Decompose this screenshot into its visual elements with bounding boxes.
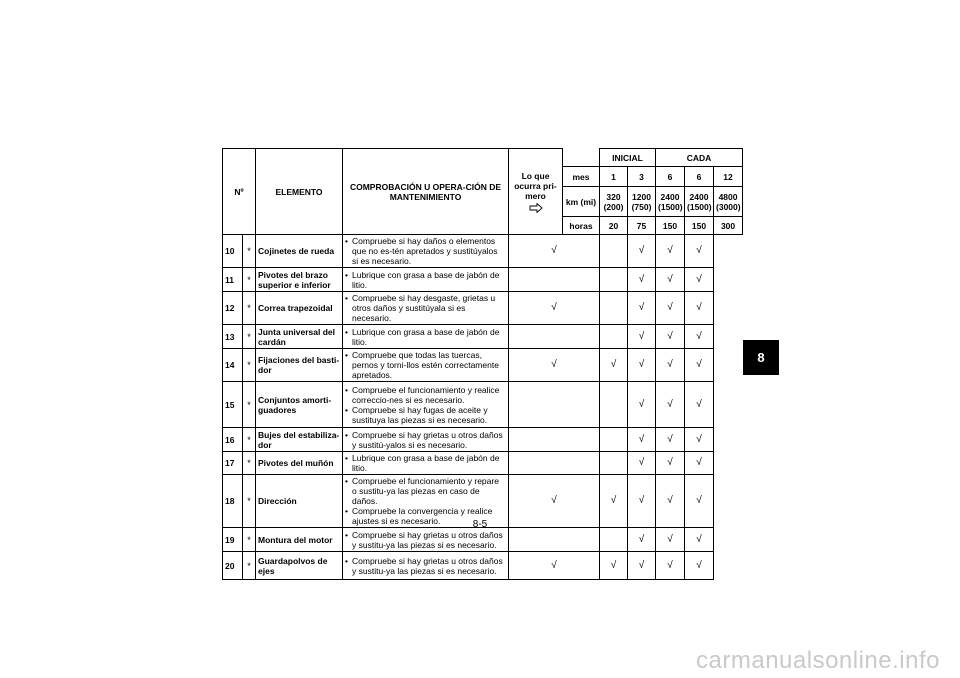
check-mark-icon: √ [667, 559, 673, 571]
asterisk-mark: * [243, 528, 256, 552]
header-month-value: 1 [600, 167, 628, 187]
table-row [223, 268, 743, 292]
interval-cell [685, 552, 714, 580]
interval-cell [509, 235, 600, 268]
bullet-icon: • [345, 476, 348, 486]
row-number: 13 [223, 325, 243, 349]
row-number: 20 [223, 552, 243, 580]
interval-cell [656, 349, 685, 382]
interval-cell [685, 349, 714, 382]
check-mark-icon: √ [638, 533, 645, 545]
asterisk-mark: * [243, 552, 256, 580]
header-km-value: 2400 (1500) [685, 187, 714, 217]
row-number: 12 [223, 292, 243, 325]
interval-cell [600, 325, 628, 349]
row-element: Correa trapezoidal [256, 292, 343, 325]
check-mark-icon: √ [638, 273, 645, 285]
interval-cell [509, 292, 600, 325]
header-month-label: mes [563, 167, 600, 187]
row-element: Bujes del estabiliza-dor [256, 428, 343, 452]
arrow-right-icon [529, 203, 543, 213]
procedure-text: Compruebe si hay grietas u otros daños y sustitú-yalos si es necesario. [352, 429, 503, 450]
check-mark-icon: √ [551, 245, 557, 256]
row-procedure [343, 325, 509, 349]
procedure-item [345, 476, 506, 506]
interval-cell [509, 349, 600, 382]
interval-cell [600, 349, 628, 382]
row-procedure [343, 452, 509, 475]
row-number: 16 [223, 428, 243, 452]
interval-cell [509, 268, 600, 292]
bullet-icon: • [345, 269, 348, 280]
check-mark-icon: √ [696, 495, 702, 506]
asterisk-mark: * [243, 428, 256, 452]
check-mark-icon: √ [667, 273, 673, 285]
procedure-item [345, 327, 506, 347]
row-element: Pivotes del muñón [256, 452, 343, 475]
asterisk-mark: * [243, 475, 256, 528]
row-procedure [343, 428, 509, 452]
interval-cell [509, 452, 600, 475]
interval-cell [656, 235, 685, 268]
check-mark-icon: √ [638, 398, 645, 410]
interval-cell [628, 268, 656, 292]
check-mark-icon: √ [696, 330, 702, 342]
row-procedure [343, 528, 509, 552]
procedure-text: Compruebe que todas las tuercas, pernos y torni-llos estén correctamente apretados. [352, 350, 499, 380]
row-procedure [343, 349, 509, 382]
interval-cell [656, 268, 685, 292]
procedure-text: Compruebe si hay daños o elementos que no es-tén apretados y sustitúyalos si es necesario. [352, 236, 498, 266]
row-element: Guardapolvos de ejes [256, 552, 343, 580]
asterisk-mark: * [243, 292, 256, 325]
asterisk-mark: * [243, 452, 256, 475]
procedure-text: Compruebe si hay fugas de aceite y sustituya las piezas si es necesario. [352, 404, 488, 425]
interval-cell [600, 268, 628, 292]
interval-cell [656, 382, 685, 428]
table-row [223, 349, 743, 382]
procedure-item [345, 430, 506, 450]
bullet-icon: • [345, 555, 348, 566]
interval-cell [509, 528, 600, 552]
check-mark-icon: √ [696, 433, 702, 445]
row-number: 11 [223, 268, 243, 292]
row-element: Cojinetes de rueda [256, 235, 343, 268]
check-mark-icon: √ [551, 559, 557, 571]
check-mark-icon: √ [667, 302, 673, 313]
check-mark-icon: √ [551, 495, 557, 506]
interval-cell [628, 428, 656, 452]
check-mark-icon: √ [696, 273, 702, 285]
row-procedure [343, 235, 509, 268]
check-mark-icon: √ [696, 559, 702, 571]
interval-cell [685, 268, 714, 292]
procedure-item [345, 530, 506, 550]
table-row [223, 325, 743, 349]
bullet-icon: • [345, 429, 348, 440]
procedure-item [345, 556, 506, 576]
interval-cell [600, 235, 628, 268]
procedure-item [345, 453, 506, 473]
row-element: Pivotes del brazo superior e inferior [256, 268, 343, 292]
check-mark-icon: √ [667, 457, 673, 468]
header-km-label: km (mi) [563, 187, 600, 217]
bullet-icon: • [345, 326, 348, 337]
check-mark-icon: √ [667, 495, 673, 506]
procedure-text: Lubrique con grasa a base de jabón de litio. [352, 326, 500, 347]
interval-cell [600, 452, 628, 475]
interval-cell [628, 382, 656, 428]
procedure-text: Compruebe si hay desgaste, grietas u otros daños y sustitúyala si es necesario. [352, 293, 496, 323]
check-mark-icon: √ [667, 398, 673, 410]
interval-cell [656, 528, 685, 552]
interval-cell [628, 349, 656, 382]
header-month-value: 6 [685, 167, 714, 187]
interval-cell [685, 452, 714, 475]
header-hours-label: horas [563, 217, 600, 235]
bullet-icon: • [345, 293, 348, 303]
header-initial: INICIAL [600, 149, 656, 167]
row-number: 17 [223, 452, 243, 475]
interval-cell [685, 428, 714, 452]
header-month-value: 3 [628, 167, 656, 187]
maintenance-table [222, 148, 743, 580]
header-hours-value: 150 [685, 217, 714, 235]
header-month-value: 6 [656, 167, 685, 187]
row-number: 18 [223, 475, 243, 528]
header-month-value: 12 [714, 167, 743, 187]
bullet-icon: • [345, 350, 348, 360]
procedure-text: Compruebe si hay grietas u otros daños y sustitu-ya las piezas si es necesario. [352, 555, 503, 576]
interval-cell [600, 428, 628, 452]
interval-cell [685, 528, 714, 552]
check-mark-icon: √ [610, 559, 617, 571]
procedure-text: Compruebe si hay grietas u otros daños y sustitu-ya las piezas si es necesario. [352, 529, 503, 550]
interval-cell [685, 325, 714, 349]
header-element: ELEMENTO [256, 149, 343, 235]
header-blank [563, 149, 600, 167]
bullet-icon: • [345, 453, 348, 463]
interval-cell [509, 552, 600, 580]
interval-cell [600, 382, 628, 428]
check-mark-icon: √ [638, 330, 645, 342]
interval-cell [509, 382, 600, 428]
table-row [223, 552, 743, 580]
table-row [223, 452, 743, 475]
check-mark-icon: √ [696, 302, 702, 313]
page-number: 8-5 [472, 519, 488, 530]
interval-cell [685, 235, 714, 268]
check-mark-icon: √ [667, 433, 673, 445]
interval-cell [600, 552, 628, 580]
procedure-text: Compruebe la convergencia y realice ajustes si es necesario. [352, 506, 493, 526]
check-mark-icon: √ [610, 495, 617, 506]
interval-cell [685, 292, 714, 325]
interval-cell [656, 292, 685, 325]
procedure-text: Lubrique con grasa a base de jabón de litio. [352, 269, 500, 290]
check-mark-icon: √ [551, 302, 557, 313]
header-every: CADA [656, 149, 743, 167]
procedure-text: Compruebe el funcionamiento y repare o sustitu-ya las piezas en caso de daños. [352, 476, 499, 506]
check-mark-icon: √ [638, 359, 645, 370]
check-mark-icon: √ [696, 533, 702, 545]
header-no: Nº [223, 149, 256, 235]
row-procedure [343, 292, 509, 325]
check-mark-icon: √ [638, 245, 645, 256]
check-mark-icon: √ [696, 245, 702, 256]
interval-cell [656, 552, 685, 580]
table-row [223, 235, 743, 268]
interval-cell [509, 428, 600, 452]
row-element: Fijaciones del basti-dor [256, 349, 343, 382]
watermark: carmanualsonline.info [696, 647, 940, 674]
interval-cell [656, 325, 685, 349]
asterisk-mark: * [243, 382, 256, 428]
table-row [223, 428, 743, 452]
row-element: Conjuntos amorti-guadores [256, 382, 343, 428]
header-check: COMPROBACIÓN U OPERA-CIÓN DE MANTENIMIENTO [343, 149, 509, 235]
header-km-value: 2400 (1500) [656, 187, 685, 217]
interval-cell [685, 382, 714, 428]
check-mark-icon: √ [696, 398, 702, 410]
interval-cell [628, 325, 656, 349]
procedure-item [345, 236, 506, 266]
interval-cell [600, 528, 628, 552]
header-km-value: 4800 (3000) [714, 187, 743, 217]
asterisk-mark: * [243, 349, 256, 382]
row-number: 15 [223, 382, 243, 428]
header-hours-value: 75 [628, 217, 656, 235]
row-number: 10 [223, 235, 243, 268]
bullet-icon: • [345, 404, 348, 415]
row-element: Junta universal del cardán [256, 325, 343, 349]
row-procedure [343, 382, 509, 428]
check-mark-icon: √ [667, 330, 673, 342]
table-row [223, 292, 743, 325]
interval-cell [628, 292, 656, 325]
procedure-item [345, 293, 506, 323]
header-hours-value: 20 [600, 217, 628, 235]
check-mark-icon: √ [638, 495, 645, 506]
header-km-value: 1200 (750) [628, 187, 656, 217]
header-first-label: Lo que ocurra pri-mero [514, 170, 557, 201]
interval-cell [656, 428, 685, 452]
procedure-text: Compruebe el funcionamiento y realice correccio-nes si es necesario. [352, 384, 500, 405]
check-mark-icon: √ [667, 533, 673, 545]
procedure-item [345, 385, 506, 405]
row-element: Dirección [256, 475, 343, 528]
interval-cell [509, 325, 600, 349]
section-tab: 8 [743, 340, 779, 375]
interval-cell [628, 528, 656, 552]
asterisk-mark: * [243, 268, 256, 292]
procedure-item [345, 270, 506, 290]
header-first [509, 149, 563, 235]
header-hours-value: 300 [714, 217, 743, 235]
row-number: 14 [223, 349, 243, 382]
table-row [223, 382, 743, 428]
asterisk-mark: * [243, 235, 256, 268]
interval-cell [628, 452, 656, 475]
table-row [223, 528, 743, 552]
check-mark-icon: √ [696, 359, 702, 370]
bullet-icon: • [345, 529, 348, 540]
header-hours-value: 150 [656, 217, 685, 235]
asterisk-mark: * [243, 325, 256, 349]
check-mark-icon: √ [638, 433, 645, 445]
row-procedure [343, 552, 509, 580]
procedure-text: Lubrique con grasa a base de jabón de litio. [352, 453, 500, 473]
bullet-icon: • [345, 384, 348, 395]
bullet-icon: • [345, 236, 348, 246]
interval-cell [628, 235, 656, 268]
row-element: Montura del motor [256, 528, 343, 552]
bullet-icon: • [345, 506, 348, 516]
check-mark-icon: √ [551, 359, 557, 370]
check-mark-icon: √ [638, 457, 645, 468]
row-number: 19 [223, 528, 243, 552]
check-mark-icon: √ [638, 302, 645, 313]
row-procedure [343, 268, 509, 292]
procedure-item [345, 350, 506, 380]
check-mark-icon: √ [667, 359, 673, 370]
check-mark-icon: √ [696, 457, 702, 468]
interval-cell [600, 292, 628, 325]
header-km-value: 320 (200) [600, 187, 628, 217]
check-mark-icon: √ [610, 359, 617, 370]
interval-cell [656, 452, 685, 475]
check-mark-icon: √ [667, 245, 673, 256]
interval-cell [628, 552, 656, 580]
check-mark-icon: √ [638, 559, 645, 571]
procedure-item [345, 405, 506, 425]
